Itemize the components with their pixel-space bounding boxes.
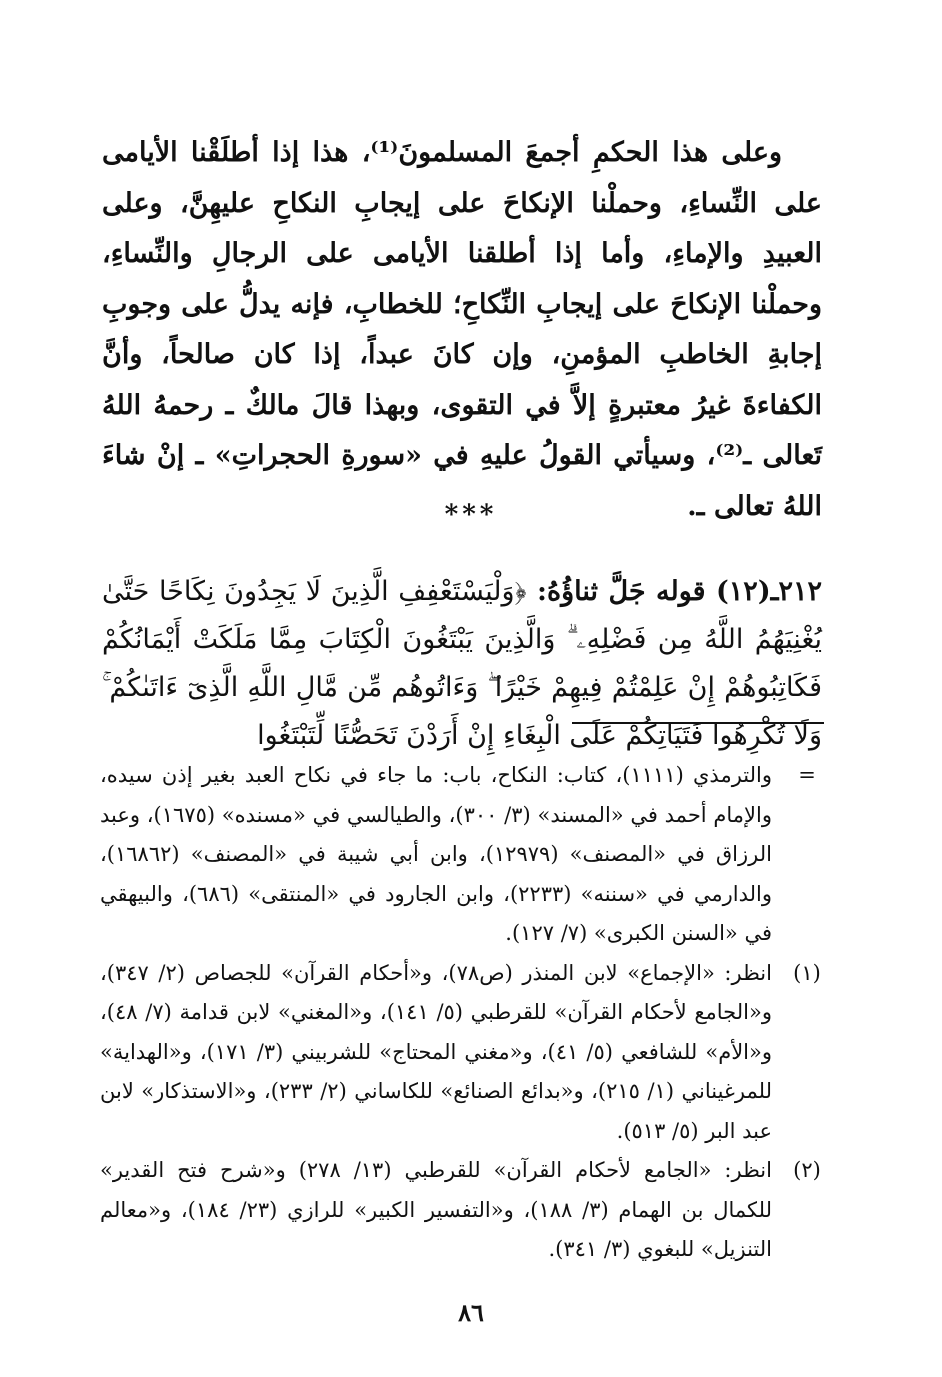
quran-verse-text: وَلْيَسْتَعْفِفِ الَّذِينَ لَا يَجِدُونَ نِكَاحًا حَتَّىٰ يُغْنِيَهُمُ اللَّهُ مِن فَضْلِهِۦ ۗ وَالَّذِينَ يَبْتَغُونَ الْكِتَابَ مِمَّا مَلَكَتْ أَيْمَانُكُمْ فَكَاتِبُوهُمْ إِنْ عَلِمْتُمْ فِيهِمْ خَيْرًا ۖ وَءَاتُوهُم مِّن مَّالِ اللَّهِ الَّذِىٓ ءَاتَىٰكُمْ ۚ وَلَا تُكْرِهُوا فَتَيَاتِكُمْ عَلَى الْبِغَاءِ إِنْ أَرَدْنَ تَحَصُّنًا لِّتَبْتَغُوا [102, 576, 822, 751]
footnote-text: والترمذي (١١١١)، كتاب: النكاح، باب: ما جاء في نكاح العبد بغير إذن سيده، والإمام أحمد في «المسند» (٣/ ٣٠٠)، والطيالسي في «مسنده» (١٦٧٥)، وعبد الرزاق في «المصنف» (١٢٩٧٩)، وابن أبي شيبة في «المصنف» (١٦٨٦٢)، والدارمي في «سننه» (٢٢٣٣)، وابن الجارود في «المنتقى» (٦٨٦)، والبيهقي في «السنن الكبرى» (٧/ ١٢٧). [100, 763, 773, 945]
footnote-marker: = [798, 763, 816, 787]
footnote-divider [572, 722, 824, 724]
footnote-text: انظر: «الجامع لأحكام القرآن» للقرطبي (١٣/ ٢٧٨) و«شرح فتح القدير» للكمال بن الهمام (٣/ ١٨٨)، و«التفسير الكبير» للرازي (٢٣/ ١٨٤)، و«معالم التنزيل» للبغوي (٣/ ٣٤١). [100, 1158, 772, 1261]
footnote-continued [100, 756, 830, 954]
page-number: ٨٦ [458, 1298, 484, 1327]
verse-number: ٢١٢ـ(١٢) [716, 576, 823, 607]
footnotes-block [100, 756, 830, 1270]
section-separator: *** [444, 500, 498, 530]
footnote-marker: (٢) [793, 1158, 821, 1182]
verse-block [102, 568, 822, 760]
main-paragraph: وعلى هذا الحكمِ أجمعَ المسلمونَ⁽¹⁾، هذا إذا أطلَقْنا الأيامى على النِّساءِ، وحملْنا الإنكاحَ على إيجابِ النكاحِ عليهِنَّ، وعلى العبيدِ والإماءِ، وأما إذا أطلقنا الأيامى على الرجالِ والنِّساءِ، وحملْنا الإنكاحَ على إيجابِ النِّكاحِ؛ للخطابِ، فإنه يدلُّ على وجوبِ إجابةِ الخاطبِ المؤمنِ، وإن كانَ عبداً، إذا كان صالحاً، وأنَّ الكفاءةَ غيرُ معتبرةٍ إلاَّ في التقوى، وبهذا قالَ مالكٌ ـ رحمهُ اللهُ تَعالى ـ⁽²⁾، وسيأتي القولُ عليهِ في «سورةِ الحجراتِ» ـ إنْ شاءَ اللهُ تعالى ـ. [102, 137, 823, 522]
footnote-text: انظر: «الإجماع» لابن المنذر (ص٧٨)، و«أحكام القرآن» للجصاص (٢/ ٣٤٧)، و«الجامع لأحكام القرآن» للقرطبي (٥/ ١٤١)، و«المغني» لابن قدامة (٧/ ٤٨)، و«الأم» للشافعي (٥/ ٤١)، و«مغني المحتاج» للشربيني (٣/ ١٧١)، و«الهداية» للمرغيناني (١/ ٢١٥)، و«بدائع الصنائع» للكاساني (٢/ ٢٣٣)، و«الاستذكار» لابن عبد البر (٥/ ٥١٣). [100, 960, 772, 1143]
verse-paragraph [102, 568, 822, 760]
verse-intro: قوله جَلَّ ثناؤُهُ: [536, 576, 706, 607]
footnote-2 [100, 1151, 830, 1270]
footnote-marker: (١) [793, 960, 821, 985]
quran-open-bracket: ﴿ [514, 576, 527, 607]
main-text-block [102, 128, 822, 532]
footnote-1 [100, 954, 830, 1152]
